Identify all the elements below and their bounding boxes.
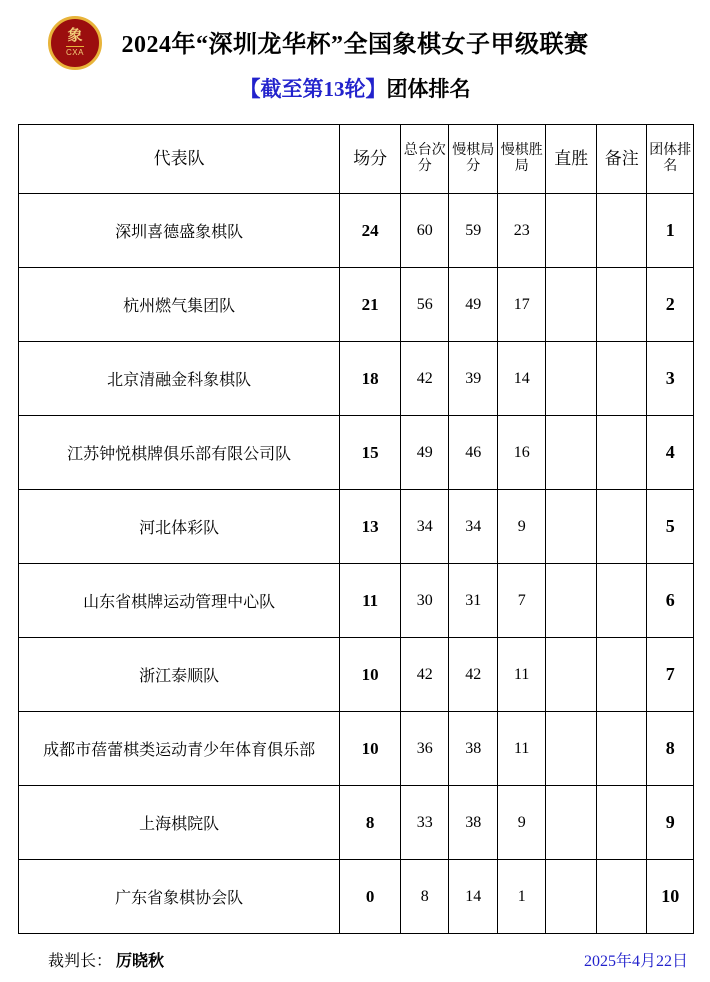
cell-match-points: 24 xyxy=(340,194,401,268)
cell-board-points: 34 xyxy=(400,490,449,564)
cell-match-points: 13 xyxy=(340,490,401,564)
cell-remark xyxy=(596,416,647,490)
column-header-board-points: 总台次分 xyxy=(400,125,449,194)
cell-slow-game-wins: 9 xyxy=(497,786,546,860)
column-header-slow-game-wins: 慢棋胜局 xyxy=(497,125,546,194)
cell-direct-win xyxy=(546,490,597,564)
cell-match-points: 21 xyxy=(340,268,401,342)
cell-slow-game-wins: 7 xyxy=(497,564,546,638)
cell-rank: 3 xyxy=(647,342,694,416)
column-header-team: 代表队 xyxy=(19,125,340,194)
cell-team: 山东省棋牌运动管理中心队 xyxy=(19,564,340,638)
cell-board-points: 60 xyxy=(400,194,449,268)
cell-remark xyxy=(596,268,647,342)
cell-slow-game-wins: 17 xyxy=(497,268,546,342)
cell-team: 浙江泰顺队 xyxy=(19,638,340,712)
cell-slow-game-points: 42 xyxy=(449,638,498,712)
cell-team: 广东省象棋协会队 xyxy=(19,860,340,934)
cell-rank: 7 xyxy=(647,638,694,712)
cell-slow-game-wins: 9 xyxy=(497,490,546,564)
chief-judge-name: 厉晓秋 xyxy=(116,953,165,970)
cell-slow-game-points: 34 xyxy=(449,490,498,564)
table-row xyxy=(19,860,694,934)
cell-team: 上海棋院队 xyxy=(19,786,340,860)
cell-board-points: 42 xyxy=(400,342,449,416)
subtitle-rest: 团体排名 xyxy=(386,77,471,101)
cell-match-points: 8 xyxy=(340,786,401,860)
cell-slow-game-wins: 11 xyxy=(497,638,546,712)
cell-match-points: 0 xyxy=(340,860,401,934)
cell-team: 江苏钟悦棋牌俱乐部有限公司队 xyxy=(19,416,340,490)
cell-board-points: 56 xyxy=(400,268,449,342)
table-row xyxy=(19,342,694,416)
cell-team: 成都市蓓蕾棋类运动青少年体育俱乐部 xyxy=(19,712,340,786)
chief-judge-label: 裁判长： xyxy=(48,953,113,970)
column-header-direct-win: 直胜 xyxy=(546,125,597,194)
cell-slow-game-points: 49 xyxy=(449,268,498,342)
cell-slow-game-points: 14 xyxy=(449,860,498,934)
cxa-logo-icon xyxy=(48,16,102,70)
cell-slow-game-wins: 1 xyxy=(497,860,546,934)
table-row xyxy=(19,194,694,268)
cell-board-points: 36 xyxy=(400,712,449,786)
cell-rank: 6 xyxy=(647,564,694,638)
cell-slow-game-points: 38 xyxy=(449,712,498,786)
cell-direct-win xyxy=(546,860,597,934)
cell-rank: 5 xyxy=(647,490,694,564)
table-row xyxy=(19,786,694,860)
cell-board-points: 33 xyxy=(400,786,449,860)
page-title: 2024年“深圳龙华杯”全国象棋女子甲级联赛 xyxy=(121,32,589,58)
cell-remark xyxy=(596,860,647,934)
cell-match-points: 11 xyxy=(340,564,401,638)
cell-rank: 4 xyxy=(647,416,694,490)
document-header xyxy=(18,0,692,118)
cell-rank: 1 xyxy=(647,194,694,268)
cell-board-points: 42 xyxy=(400,638,449,712)
table-row xyxy=(19,638,694,712)
cell-direct-win xyxy=(546,268,597,342)
cell-team: 北京清融金科象棋队 xyxy=(19,342,340,416)
cell-rank: 2 xyxy=(647,268,694,342)
cell-slow-game-wins: 23 xyxy=(497,194,546,268)
cell-rank: 8 xyxy=(647,712,694,786)
cell-slow-game-points: 46 xyxy=(449,416,498,490)
cell-direct-win xyxy=(546,786,597,860)
page-subtitle xyxy=(18,59,692,103)
table-row xyxy=(19,564,694,638)
cell-match-points: 10 xyxy=(340,638,401,712)
cell-direct-win xyxy=(546,416,597,490)
cell-rank: 9 xyxy=(647,786,694,860)
cell-board-points: 30 xyxy=(400,564,449,638)
table-row xyxy=(19,268,694,342)
cell-team: 深圳喜德盛象棋队 xyxy=(19,194,340,268)
logo-abbreviation: CXA xyxy=(66,48,84,57)
cell-slow-game-wins: 11 xyxy=(497,712,546,786)
cell-rank: 10 xyxy=(647,860,694,934)
cell-direct-win xyxy=(546,194,597,268)
subtitle-round-bracket: 【截至第13轮】 xyxy=(239,77,387,101)
cell-match-points: 15 xyxy=(340,416,401,490)
document-date: 2025年4月22日 xyxy=(583,953,688,970)
logo-glyph: 象 xyxy=(67,28,83,44)
table-row xyxy=(19,712,694,786)
cell-remark xyxy=(596,490,647,564)
team-standings-table xyxy=(18,124,694,934)
cell-remark xyxy=(596,564,647,638)
cell-slow-game-points: 59 xyxy=(449,194,498,268)
cell-direct-win xyxy=(546,342,597,416)
column-header-slow-game-points: 慢棋局分 xyxy=(449,125,498,194)
cell-slow-game-points: 31 xyxy=(449,564,498,638)
cell-slow-game-points: 38 xyxy=(449,786,498,860)
cell-slow-game-wins: 14 xyxy=(497,342,546,416)
table-row xyxy=(19,490,694,564)
column-header-match-points: 场分 xyxy=(340,125,401,194)
chief-judge xyxy=(48,948,164,971)
column-header-remark: 备注 xyxy=(596,125,647,194)
cell-team: 杭州燃气集团队 xyxy=(19,268,340,342)
cell-slow-game-wins: 16 xyxy=(497,416,546,490)
table-row xyxy=(19,416,694,490)
cell-remark xyxy=(596,712,647,786)
cell-remark xyxy=(596,786,647,860)
cell-direct-win xyxy=(546,564,597,638)
cell-remark xyxy=(596,194,647,268)
cell-board-points: 8 xyxy=(400,860,449,934)
cell-board-points: 49 xyxy=(400,416,449,490)
cell-remark xyxy=(596,342,647,416)
cell-match-points: 10 xyxy=(340,712,401,786)
cell-slow-game-points: 39 xyxy=(449,342,498,416)
cell-direct-win xyxy=(546,712,597,786)
cell-team: 河北体彩队 xyxy=(19,490,340,564)
table-header-row xyxy=(19,125,694,194)
cell-match-points: 18 xyxy=(340,342,401,416)
column-header-rank: 团体排名 xyxy=(647,125,694,194)
document-footer xyxy=(18,948,694,976)
cell-remark xyxy=(596,638,647,712)
cell-direct-win xyxy=(546,638,597,712)
